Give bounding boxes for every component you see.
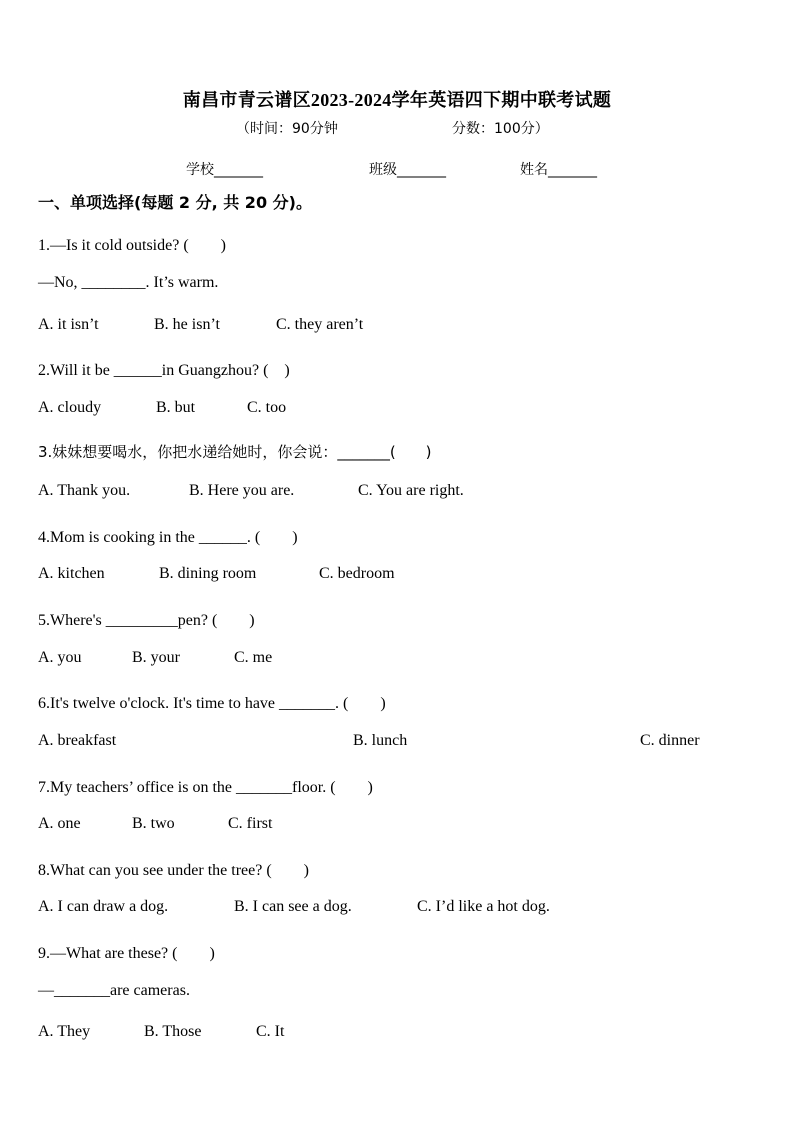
q7-option-a: A. one: [38, 815, 81, 832]
q3-option-b: B. Here you are.: [189, 482, 295, 499]
question-1: 1.—Is it cold outside? ( ): [38, 237, 226, 254]
name-field: 姓名_______: [520, 162, 597, 178]
q3-option-a: A. Thank you.: [38, 482, 131, 499]
class-field: 班级_______: [369, 162, 446, 178]
exam-score: 分数：100分）: [452, 121, 549, 137]
q2-option-c: C. too: [247, 399, 287, 416]
q9-option-b: B. Those: [144, 1023, 202, 1040]
q2-option-a: A. cloudy: [38, 399, 102, 416]
q5-option-b: B. your: [132, 649, 180, 666]
q6-option-c: C. dinner: [640, 732, 700, 749]
q5-option-c: C. me: [234, 649, 273, 666]
section-title: 一、单项选择(每题 2 分, 共 20 分)。: [38, 193, 312, 212]
question-8: 8.What can you see under the tree? ( ): [38, 862, 309, 879]
q1-option-c: C. they aren’t: [276, 316, 364, 333]
question-6: 6.It's twelve o'clock. It's time to have _______. ( ): [38, 695, 386, 712]
q7-option-b: B. two: [132, 815, 175, 832]
q6-option-b: B. lunch: [353, 732, 408, 749]
q4-option-c: C. bedroom: [319, 565, 395, 582]
exam-title: 南昌市青云谱区2023-2024学年英语四下期中联考试题: [182, 90, 612, 110]
exam-time: （时间：90分钟: [236, 121, 338, 137]
q7-option-c: C. first: [228, 815, 273, 832]
q9-option-a: A. They: [38, 1023, 91, 1040]
question-9: 9.—What are these? ( ): [38, 945, 215, 962]
q1-option-a: A. it isn’t: [38, 316, 99, 333]
q2-option-b: B. but: [156, 399, 196, 416]
q1-option-b: B. he isn’t: [154, 316, 220, 333]
school-field: 学校_______: [186, 162, 263, 178]
q4-option-b: B. dining room: [159, 565, 257, 582]
question-1-reply: —No, ________. It’s warm.: [38, 274, 219, 291]
question-4: 4.Mom is cooking in the ______. ( ): [38, 529, 298, 546]
q6-option-a: A. breakfast: [38, 732, 117, 749]
question-7: 7.My teachers’ office is on the _______floor. ( ): [38, 779, 373, 796]
question-5: 5.Where's _________pen? ( ): [38, 612, 255, 629]
q4-option-a: A. kitchen: [38, 565, 105, 582]
q8-option-b: B. I can see a dog.: [234, 898, 352, 915]
question-2: 2.Will it be ______in Guangzhou? ( ): [38, 362, 290, 379]
question-3: 3.妹妹想要喝水，你把水递给她时，你会说：_______( ): [38, 443, 432, 461]
q9-option-c: C. It: [256, 1023, 285, 1040]
q5-option-a: A. you: [38, 649, 82, 666]
q8-option-c: C. I’d like a hot dog.: [417, 898, 550, 915]
q8-option-a: A. I can draw a dog.: [38, 898, 169, 915]
q3-option-c: C. You are right.: [358, 482, 464, 499]
question-9-reply: —_______are cameras.: [38, 982, 190, 999]
